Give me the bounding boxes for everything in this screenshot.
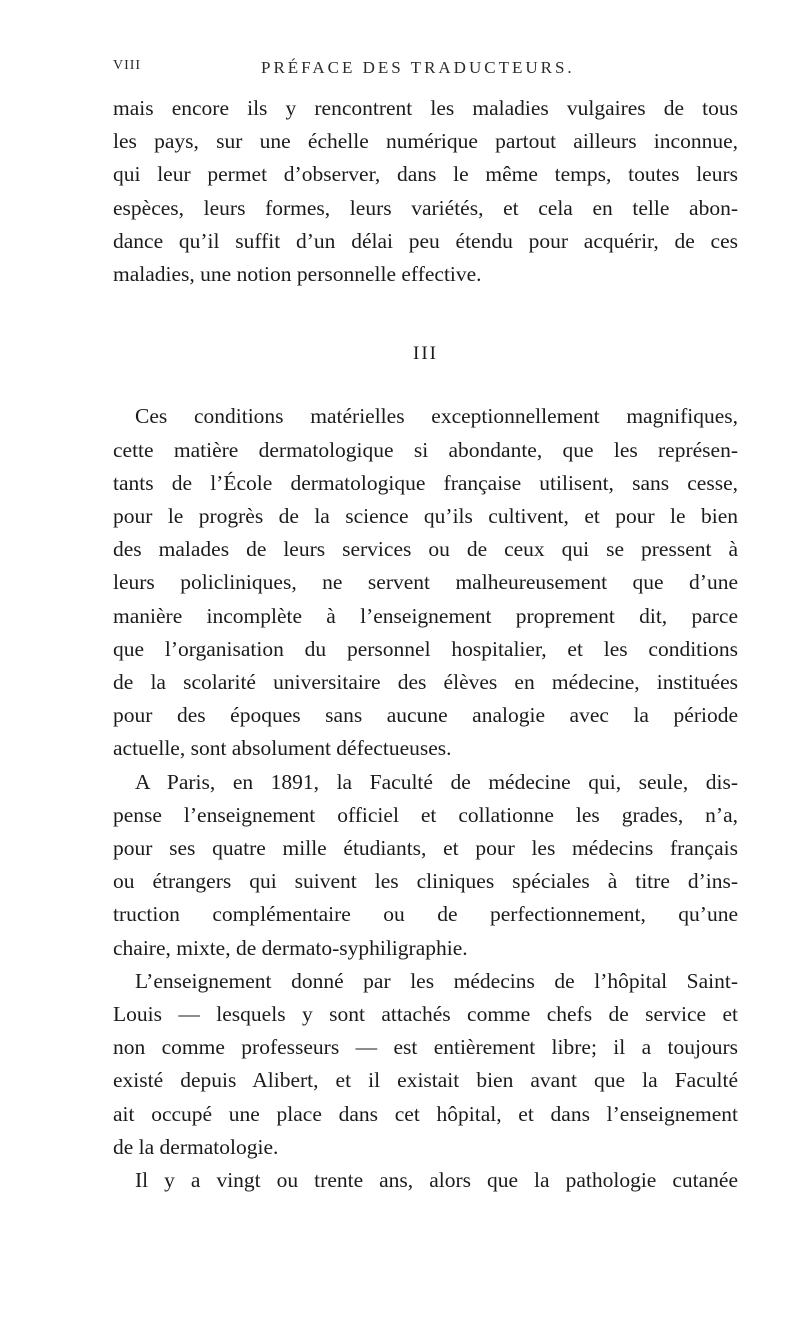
text-line: L’enseignement donné par les médecins de l’hôpital Saint-	[135, 968, 738, 993]
text-line: Louis — lesquels y sont attachés comme chefs de service et	[113, 1002, 738, 1027]
text-line: ou étrangers qui suivent les cliniques spéciales à titre d’ins-	[113, 869, 738, 894]
text-line: truction complémentaire ou de perfectionnement, qu’une	[113, 902, 738, 927]
text-line: maladies, une notion personnelle effective.	[113, 262, 482, 287]
text-line: les pays, sur une échelle numérique partout ailleurs inconnue,	[113, 129, 738, 154]
text-line: Ces conditions matérielles exceptionnellement magnifiques,	[135, 404, 738, 429]
running-head	[113, 58, 713, 82]
text-line: non comme professeurs — est entièrement libre; il a toujours	[113, 1035, 738, 1060]
text-line: tants de l’École dermatologique française utilisent, sans cesse,	[113, 470, 738, 495]
paragraph-5	[113, 1164, 738, 1197]
text-line: de la scolarité universitaire des élèves en médecine, instituées	[113, 670, 738, 695]
text-line: espèces, leurs formes, leurs variétés, et cela en telle abon-	[113, 195, 738, 220]
paragraph-4	[113, 965, 738, 1164]
text-line: manière incomplète à l’enseignement proprement dit, parce	[113, 603, 738, 628]
text-line: des malades de leurs services ou de ceux qui se pressent à	[113, 537, 738, 562]
body-text	[113, 92, 738, 1197]
text-line: mais encore ils y rencontrent les maladies vulgaires de tous	[113, 96, 738, 120]
page-number: VIII	[113, 58, 142, 73]
paragraph-2	[113, 400, 738, 765]
text-line: pense l’enseignement officiel et collationne les grades, n’a,	[113, 802, 738, 827]
text-line: pour des époques sans aucune analogie avec la période	[113, 703, 738, 728]
text-line: leurs policliniques, ne servent malheureusement que d’une	[113, 570, 738, 595]
text-line: existé depuis Alibert, et il existait bien avant que la Faculté	[113, 1068, 738, 1093]
paragraph-3	[113, 766, 738, 965]
text-line: chaire, mixte, de dermato-syphiligraphie.	[113, 935, 468, 960]
text-line: qui leur permet d’observer, dans le même temps, toutes leurs	[113, 162, 738, 187]
text-line: Il y a vingt ou trente ans, alors que la pathologie cutanée	[135, 1168, 738, 1193]
text-line: que l’organisation du personnel hospitalier, et les conditions	[113, 636, 738, 661]
text-line: actuelle, sont absolument défectueuses.	[113, 736, 452, 761]
section-heading: III	[413, 343, 438, 365]
text-line: pour le progrès de la science qu’ils cultivent, et pour le bien	[113, 504, 738, 529]
text-line: dance qu’il suffit d’un délai peu étendu pour acquérir, de ces	[113, 228, 738, 253]
text-line: cette matière dermatologique si abondante, que les représen-	[113, 437, 738, 462]
text-line: A Paris, en 1891, la Faculté de médecine qui, seule, dis-	[135, 769, 738, 794]
text-line: pour ses quatre mille étudiants, et pour les médecins français	[113, 836, 738, 861]
running-title: PRÉFACE DES TRADUCTEURS.	[261, 58, 575, 77]
text-line: de la dermatologie.	[113, 1134, 279, 1159]
text-line: ait occupé une place dans cet hôpital, et dans l’enseignement	[113, 1101, 738, 1126]
paragraph-1	[113, 92, 738, 291]
